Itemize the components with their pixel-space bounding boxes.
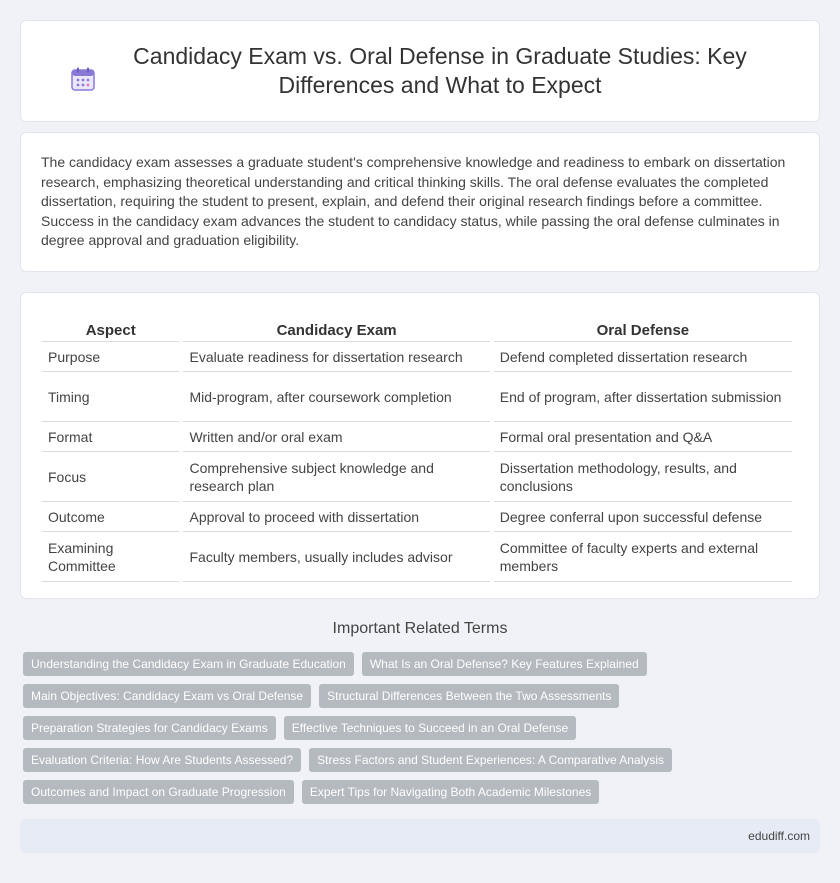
- related-term-tag[interactable]: Structural Differences Between the Two Assessments: [319, 684, 619, 708]
- cell-defense: Defend completed dissertation research: [494, 342, 792, 372]
- header-aspect: Aspect: [42, 313, 179, 342]
- table-row: [42, 372, 792, 422]
- related-term-tag[interactable]: Effective Techniques to Succeed in an Oral Defense: [284, 716, 576, 740]
- cell-candidacy: Approval to proceed with dissertation: [183, 502, 489, 532]
- table-header-row: [42, 313, 792, 342]
- cell-aspect: Timing: [42, 372, 179, 422]
- cell-candidacy: Mid-program, after coursework completion: [183, 372, 489, 422]
- cell-defense: Formal oral presentation and Q&A: [494, 422, 792, 452]
- tag-row: [23, 684, 823, 708]
- cell-defense: Dissertation methodology, results, and conclusions: [494, 452, 792, 502]
- tag-row: [23, 652, 823, 676]
- comparison-table-card: [20, 292, 820, 599]
- cell-candidacy: Faculty members, usually includes advisor: [183, 532, 489, 582]
- related-term-tag[interactable]: Evaluation Criteria: How Are Students Assessed?: [23, 748, 301, 772]
- header-candidacy-exam: Candidacy Exam: [183, 313, 489, 342]
- footer: [20, 819, 820, 853]
- table-row: [42, 502, 792, 532]
- cell-aspect: Focus: [42, 452, 179, 502]
- related-terms-title: Important Related Terms: [332, 620, 508, 637]
- header-oral-defense: Oral Defense: [494, 313, 792, 342]
- related-term-tag[interactable]: What Is an Oral Defense? Key Features Explained: [362, 652, 647, 676]
- cell-candidacy: Written and/or oral exam: [183, 422, 489, 452]
- table-row: [42, 532, 792, 582]
- related-term-tag[interactable]: Stress Factors and Student Experiences: A Comparative Analysis: [309, 748, 672, 772]
- tag-row: [23, 780, 823, 804]
- related-terms-list: [23, 652, 823, 812]
- cell-defense: End of program, after dissertation submission: [494, 372, 792, 422]
- cell-aspect: Outcome: [42, 502, 179, 532]
- tag-row: [23, 716, 823, 740]
- related-term-tag[interactable]: Outcomes and Impact on Graduate Progression: [23, 780, 294, 804]
- related-term-tag[interactable]: Expert Tips for Navigating Both Academic Milestones: [302, 780, 599, 804]
- related-term-tag[interactable]: Main Objectives: Candidacy Exam vs Oral Defense: [23, 684, 311, 708]
- cell-aspect: Purpose: [42, 342, 179, 372]
- page-title: Candidacy Exam vs. Oral Defense in Graduate Studies: Key Differences and What to Expect: [133, 43, 747, 98]
- table-row: [42, 342, 792, 372]
- title-wrap: [70, 42, 770, 100]
- intro-card: [20, 132, 820, 272]
- cell-defense: Degree conferral upon successful defense: [494, 502, 792, 532]
- cell-candidacy: Comprehensive subject knowledge and research plan: [183, 452, 489, 502]
- cell-candidacy: Evaluate readiness for dissertation research: [183, 342, 489, 372]
- title-card: [20, 20, 820, 122]
- comparison-table: [38, 313, 796, 582]
- calendar-icon: [70, 66, 96, 92]
- footer-brand[interactable]: edudiff.com: [748, 829, 810, 843]
- cell-aspect: Format: [42, 422, 179, 452]
- related-term-tag[interactable]: Understanding the Candidacy Exam in Graduate Education: [23, 652, 354, 676]
- cell-defense: Committee of faculty experts and external members: [494, 532, 792, 582]
- tag-row: [23, 748, 823, 772]
- table-row: [42, 422, 792, 452]
- cell-aspect: Examining Committee: [42, 532, 179, 582]
- intro-paragraph: The candidacy exam assesses a graduate student's comprehensive knowledge and readiness to embark on dissertation research, emphasizing theoretical understanding and critical thinking skills. The oral defense evaluates the completed dissertation, requiring the student to present, explain, and defend their original research findings before a committee. Success in the candidacy exam advances the student to candidacy status, while passing the oral defense culminates in degree approval and graduation eligibility.: [41, 154, 786, 249]
- table-row: [42, 452, 792, 502]
- related-term-tag[interactable]: Preparation Strategies for Candidacy Exams: [23, 716, 276, 740]
